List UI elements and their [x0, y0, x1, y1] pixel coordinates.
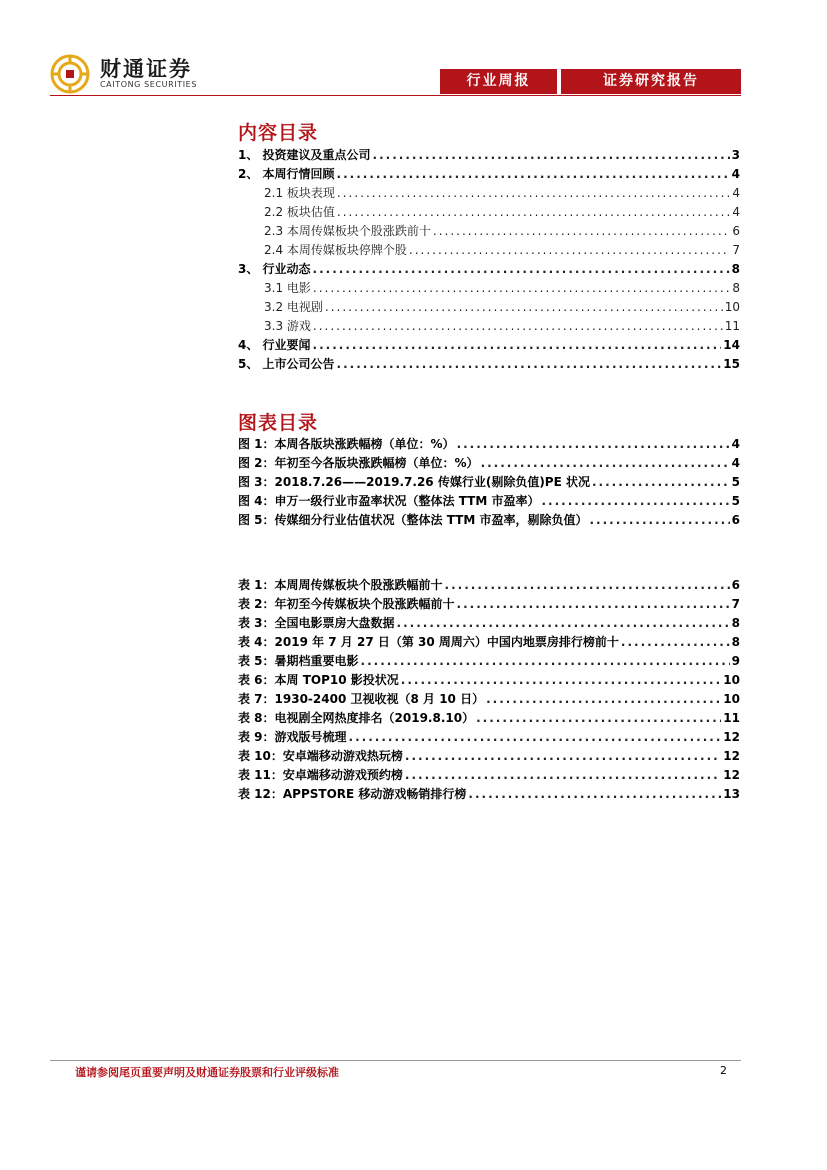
header-tabs: [440, 69, 741, 94]
dot-leader: [592, 473, 730, 492]
toc-entry-page: 4: [731, 167, 740, 181]
toc-entry-page: 4: [732, 186, 740, 200]
dot-leader: [457, 595, 730, 614]
dot-leader: [541, 492, 729, 511]
toc-entry-label: 表 11：安卓端移动游戏预约榜: [238, 768, 403, 782]
dot-leader: [409, 241, 730, 260]
toc-entry-label: 3.1 电影: [264, 281, 311, 295]
toc-entry-page: 14: [723, 338, 740, 352]
toc-entry-page: 4: [732, 205, 740, 219]
toc-entry[interactable]: [238, 146, 740, 165]
toc-entry[interactable]: [238, 336, 740, 355]
toc-entry-label: 2.3 本周传媒板块个股涨跌前十: [264, 224, 431, 238]
toc-entry[interactable]: [238, 492, 740, 511]
tables-list: [238, 576, 740, 804]
dot-leader: [337, 165, 730, 184]
contents-title: 内容目录: [238, 122, 319, 144]
toc-entry[interactable]: [238, 435, 740, 454]
toc-entry-label: 表 7：1930-2400 卫视收视（8 月 10 日）: [238, 692, 485, 706]
toc-entry-label: 2.2 板块估值: [264, 205, 335, 219]
toc-entry-label: 图 5：传媒细分行业估值状况（整体法 TTM 市盈率，剔除负值）: [238, 513, 588, 527]
toc-entry-label: 1、 投资建议及重点公司: [238, 148, 371, 162]
footer-disclaimer: 谨请参阅尾页重要声明及财通证券股票和行业评级标准: [75, 1066, 339, 1079]
toc-entry-label: 图 2：年初至今各版块涨跌幅榜（单位：%）: [238, 456, 479, 470]
toc-entry-page: 12: [723, 768, 740, 782]
toc-entry[interactable]: [238, 633, 740, 652]
dot-leader: [373, 146, 730, 165]
figures-title: 图表目录: [238, 412, 319, 434]
dot-leader: [589, 511, 729, 530]
toc-entry-label: 表 10：安卓端移动游戏热玩榜: [238, 749, 403, 763]
figures-list: [238, 435, 740, 530]
toc-entry-page: 8: [731, 616, 740, 630]
tab-industry-weekly: 行业周报: [440, 69, 557, 94]
toc-entry-page: 13: [723, 787, 740, 801]
toc-entry-page: 12: [723, 749, 740, 763]
toc-entry[interactable]: [238, 690, 740, 709]
toc-entry-page: 5: [731, 475, 740, 489]
toc-entry-page: 11: [723, 711, 740, 725]
logo-english-name: CAITONG SECURITIES: [100, 80, 197, 89]
toc-entry-page: 6: [731, 578, 740, 592]
toc-entry-label: 4、 行业要闻: [238, 338, 311, 352]
dot-leader: [313, 260, 730, 279]
toc-entry-label: 表 6：本周 TOP10 影投状况: [238, 673, 399, 687]
tab-securities-research-report: 证券研究报告: [561, 69, 741, 94]
toc-entry-label: 表 2：年初至今传媒板块个股涨跌幅前十: [238, 597, 455, 611]
toc-entry[interactable]: [238, 317, 740, 336]
toc-entry-label: 3、 行业动态: [238, 262, 311, 276]
toc-entry-page: 4: [731, 437, 740, 451]
toc-entry[interactable]: [238, 279, 740, 298]
dot-leader: [457, 435, 730, 454]
toc-entry-page: 5: [731, 494, 740, 508]
toc-entry[interactable]: [238, 260, 740, 279]
toc-entry-label: 3.2 电视剧: [264, 300, 323, 314]
toc-entry-page: 4: [731, 456, 740, 470]
toc-entry-page: 8: [732, 281, 740, 295]
toc-entry-page: 12: [723, 730, 740, 744]
toc-entry-label: 图 3：2018.7.26——2019.7.26 传媒行业(剔除负值)PE 状况: [238, 475, 590, 489]
toc-entry-page: 6: [731, 513, 740, 527]
dot-leader: [405, 766, 721, 785]
dot-leader: [313, 317, 723, 336]
toc-entry-page: 10: [724, 300, 740, 314]
toc-entry-label: 图 4：申万一级行业市盈率状况（整体法 TTM 市盈率）: [238, 494, 540, 508]
toc-entry-label: 5、 上市公司公告: [238, 357, 335, 371]
dot-leader: [468, 785, 721, 804]
dot-leader: [313, 279, 730, 298]
caitong-logo-icon: [50, 54, 90, 94]
toc-entry-page: 10: [723, 673, 740, 687]
toc-entry[interactable]: [238, 671, 740, 690]
toc-entry-label: 表 8：电视剧全网热度排名（2019.8.10）: [238, 711, 475, 725]
dot-leader: [401, 671, 722, 690]
toc-entry[interactable]: [238, 184, 740, 203]
toc-entry-label: 表 1：本周周传媒板块个股涨跌幅前十: [238, 578, 443, 592]
contents-list: [238, 146, 740, 374]
toc-entry[interactable]: [238, 473, 740, 492]
dot-leader: [621, 633, 730, 652]
toc-entry-page: 7: [732, 243, 740, 257]
dot-leader: [481, 454, 730, 473]
toc-entry-page: 15: [723, 357, 740, 371]
toc-entry[interactable]: [238, 576, 740, 595]
toc-entry[interactable]: [238, 766, 740, 785]
toc-entry[interactable]: [238, 241, 740, 260]
toc-entry-label: 3.3 游戏: [264, 319, 311, 333]
dot-leader: [397, 614, 730, 633]
toc-entry-label: 表 4：2019 年 7 月 27 日（第 30 周周六）中国内地票房排行榜前十: [238, 635, 619, 649]
dot-leader: [337, 203, 730, 222]
toc-entry-page: 8: [731, 635, 740, 649]
toc-entry-label: 表 5：暑期档重要电影: [238, 654, 359, 668]
toc-entry[interactable]: [238, 298, 740, 317]
dot-leader: [433, 222, 730, 241]
dot-leader: [337, 184, 730, 203]
dot-leader: [476, 709, 721, 728]
dot-leader: [325, 298, 723, 317]
toc-entry-page: 7: [731, 597, 740, 611]
toc-entry[interactable]: [238, 785, 740, 804]
toc-entry[interactable]: [238, 652, 740, 671]
toc-entry[interactable]: [238, 728, 740, 747]
toc-entry-label: 表 3：全国电影票房大盘数据: [238, 616, 395, 630]
toc-entry[interactable]: [238, 595, 740, 614]
toc-entry[interactable]: [238, 511, 740, 530]
dot-leader: [313, 336, 722, 355]
toc-entry[interactable]: [238, 614, 740, 633]
company-logo: [50, 52, 230, 96]
toc-entry[interactable]: [238, 709, 740, 728]
toc-entry[interactable]: [238, 747, 740, 766]
dot-leader: [361, 652, 730, 671]
toc-entry-label: 表 9：游戏版号梳理: [238, 730, 347, 744]
dot-leader: [405, 747, 721, 766]
toc-entry-label: 2、 本周行情回顾: [238, 167, 335, 181]
toc-entry-label: 2.1 板块表现: [264, 186, 335, 200]
toc-entry-label: 图 1：本周各版块涨跌幅榜（单位：%）: [238, 437, 455, 451]
toc-entry-page: 3: [731, 148, 740, 162]
toc-entry[interactable]: [238, 165, 740, 184]
toc-entry[interactable]: [238, 222, 740, 241]
dot-leader: [349, 728, 722, 747]
header-divider: [50, 95, 741, 96]
toc-entry[interactable]: [238, 454, 740, 473]
toc-entry-label: 2.4 本周传媒板块停牌个股: [264, 243, 407, 257]
toc-entry[interactable]: [238, 203, 740, 222]
footer-divider: [50, 1060, 741, 1061]
dot-leader: [337, 355, 722, 374]
page-number: 2: [720, 1064, 727, 1077]
toc-entry-page: 6: [732, 224, 740, 238]
dot-leader: [445, 576, 730, 595]
dot-leader: [486, 690, 721, 709]
toc-entry-page: 11: [724, 319, 740, 333]
toc-entry-page: 8: [731, 262, 740, 276]
toc-entry-page: 9: [731, 654, 740, 668]
toc-entry-page: 10: [723, 692, 740, 706]
toc-entry-label: 表 12：APPSTORE 移动游戏畅销排行榜: [238, 787, 467, 801]
toc-entry[interactable]: [238, 355, 740, 374]
logo-chinese-name: 财通证券: [100, 57, 192, 81]
